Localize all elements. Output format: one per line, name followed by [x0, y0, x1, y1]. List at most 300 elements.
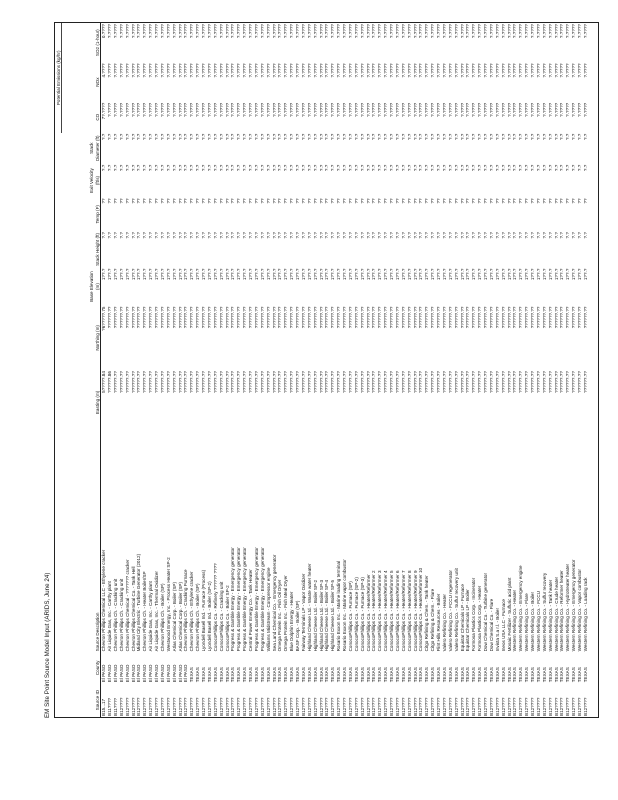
table-cell: ?.? [318, 232, 324, 239]
table-cell: ?.? [359, 232, 365, 239]
table-cell: ?.???? [159, 63, 165, 78]
table-cell: Rosario Exxon Inc. - Marine loading terminal [336, 561, 342, 652]
table-cell: ??????.?? [306, 371, 312, 393]
table-cell: ?? [447, 198, 453, 204]
table-cell: Highland Cheese Ltd. - Boiler SP-4 [324, 579, 330, 652]
table-cell: Chevron Phillips Chemical LLC - Ethylene cracker [101, 549, 107, 652]
table-cell: ?? [524, 198, 530, 204]
table-cell: ?.???? [283, 102, 289, 117]
table-cell: ?.? [253, 133, 259, 141]
table-cell: 1??.? [218, 268, 224, 281]
table-cell: ??????.?? [441, 371, 447, 393]
table-cell: ?.???? [171, 24, 177, 39]
table-cell: ??????.?? [347, 306, 353, 329]
table-cell: ConocoPhillips Co. - Heater/Reformer 2 [371, 570, 377, 652]
table-cell: ?.? [365, 164, 371, 172]
table-cell: ?.???? [553, 24, 559, 39]
table-cell: ?.? [306, 232, 312, 239]
table-cell: ??????.?? [183, 371, 189, 393]
table-cell: 1??.? [488, 268, 494, 281]
table-cell: ??????.?? [383, 306, 389, 329]
table-cell: B12???? [359, 697, 365, 716]
table-cell: ??????.?? [142, 371, 148, 393]
table-cell: TEXAS [365, 667, 371, 683]
table-cell: ?.???? [206, 102, 212, 117]
table-cell: ??????.?? [336, 371, 342, 393]
table-cell: ?.???? [336, 24, 342, 39]
table-cell: ?.???? [371, 24, 377, 39]
table-cell: ?? [259, 198, 265, 204]
table-cell: ?.? [248, 164, 254, 172]
table-cell: El PASO [118, 664, 124, 683]
table-cell: ?.???? [118, 63, 124, 78]
table-cell: 1??.? [171, 268, 177, 281]
table-cell: B12???? [400, 697, 406, 716]
table-cell: 1??.? [477, 268, 483, 281]
table-cell: ?.? [400, 164, 406, 172]
table-cell: ?.? [389, 164, 395, 172]
table-cell: B12???? [483, 697, 489, 716]
table-cell: ?.? [436, 232, 442, 239]
table-cell: ?.???? [318, 63, 324, 78]
table-cell: Air Liquide Gas, Inc. - Carthy plant [148, 581, 154, 652]
table-cell: ?.???? [289, 102, 295, 117]
table-cell: 1??.? [212, 268, 218, 281]
table-cell: ?? [171, 198, 177, 204]
table-cell: El PASO [177, 664, 183, 683]
table-cell: ?? [230, 198, 236, 204]
table-cell: Chevron Phillips Ch. - Cracking unit [112, 578, 118, 652]
table-cell: B12???? [342, 697, 348, 716]
table-cell: ?.???? [165, 63, 171, 78]
table-cell: ?.? [465, 232, 471, 239]
table-cell: ??????.?? [154, 371, 160, 393]
table-cell: ??????.?? [394, 371, 400, 393]
table-cell: ?.???? [230, 24, 236, 39]
table-cell: ?.? [306, 164, 312, 172]
table-cell: ?.? [459, 164, 465, 172]
table-cell: ??????.?? [230, 371, 236, 393]
table-cell: ?.???? [236, 24, 242, 39]
table-cell: ?.???? [306, 102, 312, 117]
table-cell: ?.? [336, 133, 342, 141]
table-cell: TEXAS [582, 667, 588, 683]
table-cell: ??????.?? [130, 306, 136, 329]
table-cell: TEXAS [477, 667, 483, 683]
table-cell: ?.???? [259, 63, 265, 78]
table-cell: ?.? [324, 232, 330, 239]
table-cell: ??????.?? [330, 371, 336, 393]
table-cell: ?.???? [494, 24, 500, 39]
table-cell: El PASO [165, 664, 171, 683]
table-cell: ??????.?? [259, 306, 265, 329]
table-cell: Western Refining Co. - Loading rack [582, 577, 588, 652]
table-cell: ?.? [201, 164, 207, 172]
table-cell: B12???? [424, 697, 430, 716]
table-cell: 7?.???? [101, 102, 107, 120]
table-row [583, 23, 589, 717]
table-cell: Central Power Energy Co. - Tank Heater [248, 569, 254, 652]
table-cell: TEXAS [271, 667, 277, 683]
table-cell: ?.? [342, 164, 348, 172]
table-cell: ?.? [189, 232, 195, 239]
table-cell: TEXAS [283, 667, 289, 683]
table-cell: ?.???? [500, 63, 506, 78]
table-cell: 1??.? [359, 268, 365, 281]
table-cell: B12???? [159, 697, 165, 716]
table-cell: ??????.?? [353, 371, 359, 393]
table-cell: ??????.?? [471, 306, 477, 329]
table-cell: TEXAS [436, 667, 442, 683]
table-cell: ?.???? [283, 63, 289, 78]
table-cell: ??????.?? [230, 306, 236, 329]
table-cell: ?.? [553, 133, 559, 141]
table-cell: ?? [541, 198, 547, 204]
table-cell: ?.? [371, 232, 377, 239]
table-cell: ?.???? [441, 24, 447, 39]
table-cell: ?.???? [236, 63, 242, 78]
table-cell: ?.???? [377, 63, 383, 78]
table-cell: ?.???? [253, 24, 259, 39]
table-cell: ?.? [359, 133, 365, 141]
table-cell: ?? [500, 198, 506, 204]
table-cell: TEXAS [571, 667, 577, 683]
table-cell: ?.? [283, 164, 289, 172]
table-cell: B12???? [418, 697, 424, 716]
table-cell: 0.???? [101, 24, 107, 39]
table-cell: ?.???? [336, 63, 342, 78]
table-cell: B12???? [365, 697, 371, 716]
column-header: Temp (F) [62, 197, 101, 231]
table-cell: ?.???? [436, 63, 442, 78]
table-cell: ??????.?? [189, 371, 195, 393]
column-header: Stack Height (ft) [62, 231, 101, 268]
table-cell: ??????.?? [477, 306, 483, 329]
table-cell: Highland Cheese Ltd. - Boiler SP-5 [330, 579, 336, 652]
table-cell: ?? [488, 198, 494, 204]
table-cell: ConocoPhillips Co. - Heater/Reformer [365, 574, 371, 652]
table-cell: 1??.? [500, 268, 506, 281]
table-cell: ?.? [541, 232, 547, 239]
table-cell: ?.???? [159, 24, 165, 39]
table-cell: Western Refining Co. - Boiler [530, 592, 536, 652]
table-cell: ??????.?? [306, 306, 312, 329]
table-cell: ?.? [383, 133, 389, 141]
table-cell: ?.???? [165, 24, 171, 39]
table-cell: ?.? [400, 232, 406, 239]
table-cell: ?? [283, 198, 289, 204]
table-cell: ?.? [394, 133, 400, 141]
table-cell: ??????.?? [236, 306, 242, 329]
table-cell: ??????.?? [177, 371, 183, 393]
table-cell: ?.? [359, 164, 365, 172]
table-cell: ?.? [371, 133, 377, 141]
table-cell: ??????.?? [177, 306, 183, 329]
table-cell: ?.???? [347, 102, 353, 117]
table-cell: ?.? [218, 133, 224, 141]
table-cell: ?.? [512, 133, 518, 141]
table-cell: ?? [324, 198, 330, 204]
table-cell: ?.???? [130, 63, 136, 78]
table-cell: El PASO [148, 664, 154, 683]
table-cell: ??????.?? [265, 371, 271, 393]
table-cell: 1??.? [130, 268, 136, 281]
table-cell: TEXAS [424, 667, 430, 683]
table-cell: ?.???? [201, 63, 207, 78]
table-cell: B12???? [512, 697, 518, 716]
table-cell: ?.? [218, 232, 224, 239]
table-cell: ?.???? [453, 63, 459, 78]
table-cell: ??????.?? [148, 371, 154, 393]
table-cell: ??????.?? [553, 306, 559, 329]
table-cell: ?.???? [512, 63, 518, 78]
table-cell: TEXAS [324, 667, 330, 683]
table-cell: ?.? [177, 232, 183, 239]
table-cell: ??????.?? [406, 306, 412, 329]
table-cell: 1??.? [483, 268, 489, 281]
table-cell: ?.???? [236, 102, 242, 117]
table-cell: B12???? [371, 697, 377, 716]
table-cell: TEXAS [547, 667, 553, 683]
table-cell: ?? [353, 198, 359, 204]
table-cell: ?? [441, 198, 447, 204]
table-cell: ??????.?? [512, 371, 518, 393]
table-cell: TEXAS [353, 667, 359, 683]
table-cell: Western Refining Co. - Vapor combustor [577, 569, 583, 652]
table-cell: ?.???? [195, 102, 201, 117]
table-cell: ?.???? [324, 102, 330, 117]
table-cell: ?.???? [206, 63, 212, 78]
point-source-table [55, 23, 589, 717]
table-cell: 1??.? [289, 268, 295, 281]
table-cell: El PASO [142, 664, 148, 683]
table-cell: El PASO [171, 664, 177, 683]
table-cell: TEXAS [201, 667, 207, 683]
table-cell: ?.???? [441, 102, 447, 117]
table-cell: ?.???? [271, 102, 277, 117]
table-cell: ?.???? [212, 102, 218, 117]
table-cell: ?.? [171, 232, 177, 239]
table-cell: ?.???? [271, 24, 277, 39]
table-cell: ??????.?? [471, 371, 477, 393]
table-cell: ?.???? [465, 63, 471, 78]
table-cell: ?.???? [406, 24, 412, 39]
table-cell: ?.? [230, 232, 236, 239]
table-cell: ??????.?? [406, 371, 412, 393]
table-cell: ??????.?? [353, 306, 359, 329]
table-cell: 1??.? [412, 268, 418, 281]
table-cell: 1??.? [159, 268, 165, 281]
table-cell: ?? [224, 198, 230, 204]
table-cell: Citgo Refining & Chem. - Flare [430, 588, 436, 652]
table-cell: ?.? [136, 133, 142, 141]
table-cell: ?? [118, 198, 124, 204]
table-cell: ?.???? [183, 63, 189, 78]
table-cell: El PASO [101, 664, 107, 683]
table-cell: ?.? [541, 164, 547, 172]
table-cell: ??????.?? [477, 371, 483, 393]
table-cell: ?.? [524, 232, 530, 239]
table-cell: B12???? [165, 697, 171, 716]
table-cell: ?.? [506, 164, 512, 172]
table-cell: ?.? [347, 232, 353, 239]
table-cell: B12???? [494, 697, 500, 716]
table-cell: ?? [359, 198, 365, 204]
table-cell: B12???? [524, 697, 530, 716]
table-cell: ?.???? [259, 102, 265, 117]
table-cell: TEXAS [394, 667, 400, 683]
table-cell: ?.? [383, 232, 389, 239]
table-cell: ?.? [465, 133, 471, 141]
table-cell: ??????.?? [418, 306, 424, 329]
table-cell: ConocoPhillips Co. - Boiler SP-2 [224, 585, 230, 652]
table-cell: Air Liquide Gas, Inc. - Thermal Oxidizer [154, 571, 160, 652]
table-cell: TEXAS [306, 667, 312, 683]
table-cell: 1??.? [295, 268, 301, 281]
table-cell: Valero Refining Co. - FCCU regenerator [447, 570, 453, 652]
table-cell: ?.? [130, 232, 136, 239]
table-cell: ?? [412, 198, 418, 204]
table-cell: ?.? [271, 164, 277, 172]
table-cell: ?? [148, 198, 154, 204]
table-cell: Atlas Chemical Corp. - Boiler (SP) [171, 581, 177, 652]
table-cell: ?.???? [295, 102, 301, 117]
table-cell: TEXAS [242, 667, 248, 683]
table-cell: ?.? [201, 133, 207, 141]
table-cell: ??????.?? [494, 306, 500, 329]
table-cell: ?.???? [353, 102, 359, 117]
table-cell: ??????.?? [383, 371, 389, 393]
table-cell: ??????.?? [130, 371, 136, 393]
table-cell: TEXAS [206, 667, 212, 683]
table-cell: ?.???? [154, 63, 160, 78]
table-cell: ?.???? [430, 24, 436, 39]
table-cell: ?.? [295, 133, 301, 141]
table-cell: ?.???? [248, 63, 254, 78]
table-cell: ?.? [107, 133, 113, 141]
table-cell: ??????.?? [124, 306, 130, 329]
table-cell: ?.???? [430, 102, 436, 117]
table-cell: ?.? [571, 232, 577, 239]
table-cell: ?.???? [453, 102, 459, 117]
table-cell: TEXAS [342, 667, 348, 683]
table-cell: 1??.? [342, 268, 348, 281]
table-cell: ?.? [377, 133, 383, 141]
table-cell: B12???? [353, 697, 359, 716]
table-cell: B12???? [189, 697, 195, 716]
table-cell: ?? [547, 198, 553, 204]
table-cell: TEXAS [359, 667, 365, 683]
table-cell: El PASO [130, 664, 136, 683]
table-cell: ?.???? [459, 24, 465, 39]
table-cell: ?.???? [559, 102, 565, 117]
table-cell: 5?????.84 [101, 371, 107, 393]
table-cell: ?.???? [324, 24, 330, 39]
table-cell: ??????.?? [571, 371, 577, 393]
table-cell: ?.? [365, 232, 371, 239]
table-cell: ?.???? [530, 102, 536, 117]
table-cell: ?.? [412, 232, 418, 239]
table-cell: ?.? [471, 232, 477, 239]
table-cell: 1??.? [494, 268, 500, 281]
table-cell: ?.? [124, 133, 130, 141]
table-cell: ?.???? [300, 63, 306, 78]
table-cell: ?.???? [171, 63, 177, 78]
table-cell: ?.???? [201, 102, 207, 117]
table-cell: ?.???? [389, 63, 395, 78]
table-cell: ?.? [253, 164, 259, 172]
table-cell: 1??.? [300, 268, 306, 281]
table-cell: ?.? [265, 232, 271, 239]
table-cell: ??????.?? [436, 371, 442, 393]
table-cell: ?.???? [136, 63, 142, 78]
table-cell: ?.???? [383, 63, 389, 78]
table-cell: ?.? [165, 164, 171, 172]
table-cell: ?.? [553, 164, 559, 172]
table-cell: ?.? [530, 232, 536, 239]
table-cell: 1??.? [101, 268, 107, 281]
table-cell: ?.???? [400, 63, 406, 78]
table-cell: ??????.?? [506, 306, 512, 329]
table-cell: B12???? [453, 697, 459, 716]
table-cell: TEXAS [318, 667, 324, 683]
table-cell: ??????.?? [212, 371, 218, 393]
table-cell: ?.???? [195, 63, 201, 78]
table-cell: ??????.?? [183, 306, 189, 329]
table-header [55, 23, 101, 717]
table-cell: ?.???? [412, 24, 418, 39]
table-cell: 1??.? [430, 268, 436, 281]
table-cell: B12???? [377, 697, 383, 716]
table-cell: ?.? [107, 164, 113, 172]
table-cell: ?? [165, 198, 171, 204]
table-cell: ?.???? [394, 102, 400, 117]
table-cell: ?.? [406, 164, 412, 172]
table-cell: ?.???? [518, 63, 524, 78]
table-cell: 1??.? [506, 268, 512, 281]
table-cell: ?.???? [565, 63, 571, 78]
table-cell: ?.? [559, 133, 565, 141]
table-cell: ??????.?? [195, 306, 201, 329]
table-cell: ?.???? [506, 102, 512, 117]
table-cell: 1??.? [142, 268, 148, 281]
table-cell: ?.? [242, 133, 248, 141]
table-cell: Blue Dolphin Energy - Heater [289, 591, 295, 652]
table-cell: B12???? [571, 697, 577, 716]
column-header: Base Elevation (m) [62, 268, 101, 306]
table-cell: ?.???? [418, 24, 424, 39]
table-cell: Western Refining Co. - Tank heater [547, 579, 553, 652]
table-cell: 4.???? [101, 63, 107, 78]
table-cell: ?? [530, 198, 536, 204]
table-cell: ?.???? [148, 24, 154, 39]
table-cell: ??????.?? [300, 371, 306, 393]
table-cell: ??????.?? [136, 306, 142, 329]
table-cell: ??????.?? [277, 306, 283, 329]
table-cell: ?? [553, 198, 559, 204]
table-cell: ?.???? [212, 63, 218, 78]
document-title: EM Site Point Source Model Input (ARIDS, June 24) [44, 572, 51, 718]
table-cell: Western Refining Co. - Crude heater [553, 576, 559, 652]
table-cell: ?.? [418, 164, 424, 172]
table-cell: ?.? [400, 133, 406, 141]
table-cell: ConocoPhillips Co. - Heater/Reformer 4 [383, 570, 389, 652]
table-cell: Lyondell Basell Ind. - Furnace (Process) [201, 569, 207, 652]
table-body [101, 23, 589, 717]
table-cell: ?.? [159, 133, 165, 141]
table-cell: 1??.? [312, 268, 318, 281]
table-cell: ?.? [547, 164, 553, 172]
